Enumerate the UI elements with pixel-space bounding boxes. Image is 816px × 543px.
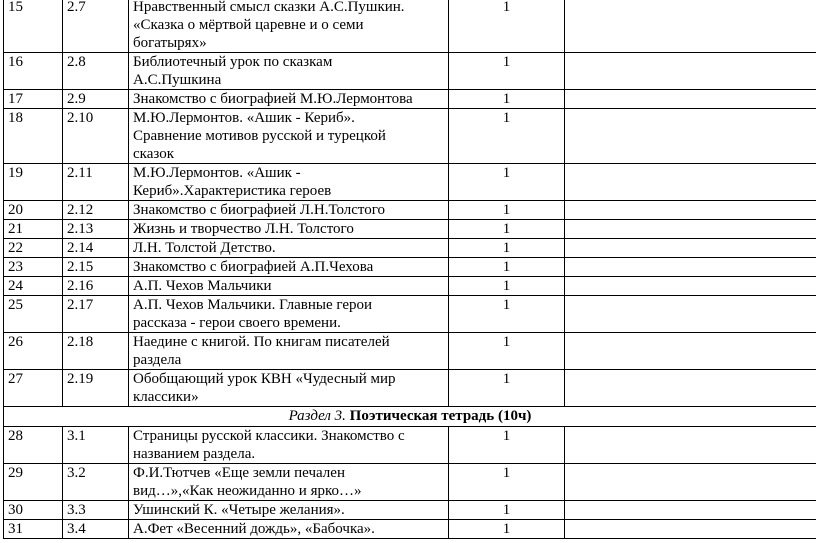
lesson-code-cell: 2.8 <box>63 53 129 90</box>
lesson-empty-cell <box>565 370 816 407</box>
lesson-number-cell: 16 <box>4 53 63 90</box>
table-row <box>4 277 816 296</box>
lesson-topic-cell: А.П. Чехов Мальчики <box>129 277 449 296</box>
table-row <box>4 296 816 333</box>
table-row <box>4 109 816 164</box>
lesson-code-cell: 2.7 <box>63 0 129 53</box>
lesson-topic-cell: М.Ю.Лермонтов. «Ашик - Кериб».Характеристика героев <box>129 164 449 201</box>
table-row <box>4 90 816 109</box>
lesson-empty-cell <box>565 220 816 239</box>
lesson-topic-cell: А.Фет «Весенний дождь», «Бабочка». <box>129 520 449 539</box>
section-header-cell <box>4 407 816 427</box>
table-row <box>4 427 816 464</box>
lesson-topic-cell: Наедине с книгой. По книгам писателей раздела <box>129 333 449 370</box>
lesson-number-cell: 23 <box>4 258 63 277</box>
lesson-code-cell: 3.4 <box>63 520 129 539</box>
lesson-empty-cell <box>565 201 816 220</box>
lesson-number-cell: 18 <box>4 109 63 164</box>
lesson-hours-cell: 1 <box>449 201 565 220</box>
lesson-code-cell: 2.13 <box>63 220 129 239</box>
lesson-topic-cell: Знакомство с биографией Л.Н.Толстого <box>129 201 449 220</box>
lesson-empty-cell <box>565 258 816 277</box>
lesson-topic-cell: Библиотечный урок по сказкам А.С.Пушкина <box>129 53 449 90</box>
lesson-empty-cell <box>565 464 816 501</box>
lesson-empty-cell <box>565 90 816 109</box>
lesson-hours-cell: 1 <box>449 501 565 520</box>
lesson-code-cell: 2.12 <box>63 201 129 220</box>
lesson-number-cell: 19 <box>4 164 63 201</box>
lesson-empty-cell <box>565 164 816 201</box>
lesson-hours-cell: 1 <box>449 277 565 296</box>
lesson-code-cell: 2.17 <box>63 296 129 333</box>
table-row <box>4 464 816 501</box>
lesson-empty-cell <box>565 277 816 296</box>
lesson-empty-cell <box>565 109 816 164</box>
lesson-hours-cell: 1 <box>449 520 565 539</box>
lesson-code-cell: 3.3 <box>63 501 129 520</box>
lesson-number-cell: 17 <box>4 90 63 109</box>
lesson-hours-cell: 1 <box>449 464 565 501</box>
lesson-topic-cell: А.П. Чехов Мальчики. Главные герои рассказа - герои своего времени. <box>129 296 449 333</box>
lesson-empty-cell <box>565 427 816 464</box>
lesson-number-cell: 26 <box>4 333 63 370</box>
lesson-hours-cell: 1 <box>449 427 565 464</box>
lesson-hours-cell: 1 <box>449 0 565 53</box>
lesson-topic-cell: Страницы русской классики. Знакомство с названием раздела. <box>129 427 449 464</box>
lesson-empty-cell <box>565 0 816 53</box>
lesson-topic-cell: Ф.И.Тютчев «Еще земли печален вид…»,«Как неожиданно и ярко…» <box>129 464 449 501</box>
lesson-hours-cell: 1 <box>449 239 565 258</box>
lesson-number-cell: 31 <box>4 520 63 539</box>
lesson-code-cell: 2.16 <box>63 277 129 296</box>
lesson-empty-cell <box>565 296 816 333</box>
table-row <box>4 520 816 539</box>
table-row <box>4 220 816 239</box>
lesson-hours-cell: 1 <box>449 164 565 201</box>
lesson-code-cell: 2.11 <box>63 164 129 201</box>
lesson-code-cell: 2.14 <box>63 239 129 258</box>
table-row <box>4 201 816 220</box>
lesson-hours-cell: 1 <box>449 296 565 333</box>
lesson-hours-cell: 1 <box>449 333 565 370</box>
lesson-number-cell: 27 <box>4 370 63 407</box>
lesson-number-cell: 15 <box>4 0 63 53</box>
section-header-row <box>4 407 816 427</box>
lesson-topic-cell: Знакомство с биографией М.Ю.Лермонтова <box>129 90 449 109</box>
lesson-empty-cell <box>565 53 816 90</box>
lesson-number-cell: 28 <box>4 427 63 464</box>
lesson-number-cell: 30 <box>4 501 63 520</box>
lesson-number-cell: 24 <box>4 277 63 296</box>
table-row <box>4 333 816 370</box>
lesson-code-cell: 2.15 <box>63 258 129 277</box>
lesson-topic-cell: Знакомство с биографией А.П.Чехова <box>129 258 449 277</box>
table-row <box>4 164 816 201</box>
lesson-code-cell: 3.1 <box>63 427 129 464</box>
lesson-code-cell: 2.18 <box>63 333 129 370</box>
lesson-topic-cell: М.Ю.Лермонтов. «Ашик - Кериб». Сравнение мотивов русской и турецкой сказок <box>129 109 449 164</box>
lesson-code-cell: 2.10 <box>63 109 129 164</box>
lesson-hours-cell: 1 <box>449 258 565 277</box>
lesson-topic-cell: Обобщающий урок КВН «Чудесный мир классики» <box>129 370 449 407</box>
table-row <box>4 370 816 407</box>
lesson-number-cell: 29 <box>4 464 63 501</box>
lesson-code-cell: 2.9 <box>63 90 129 109</box>
table-row <box>4 258 816 277</box>
section-label: Раздел 3. <box>288 408 346 424</box>
lesson-empty-cell <box>565 501 816 520</box>
lesson-empty-cell <box>565 239 816 258</box>
lesson-topic-cell: Нравственный смысл сказки А.С.Пушкин. «Сказка о мёртвой царевне и о семи богатырях» <box>129 0 449 53</box>
table-row <box>4 53 816 90</box>
lesson-number-cell: 21 <box>4 220 63 239</box>
lesson-hours-cell: 1 <box>449 220 565 239</box>
lesson-empty-cell <box>565 520 816 539</box>
lesson-number-cell: 20 <box>4 201 63 220</box>
lesson-hours-cell: 1 <box>449 53 565 90</box>
table-body-section-3 <box>4 427 816 539</box>
lesson-hours-cell: 1 <box>449 370 565 407</box>
table-row <box>4 0 816 53</box>
lesson-code-cell: 3.2 <box>63 464 129 501</box>
lesson-topic-cell: Ушинский К. «Четыре желания». <box>129 501 449 520</box>
lesson-empty-cell <box>565 333 816 370</box>
lesson-topic-cell: Жизнь и творчество Л.Н. Толстого <box>129 220 449 239</box>
lesson-topic-cell: Л.Н. Толстой Детство. <box>129 239 449 258</box>
lesson-code-cell: 2.19 <box>63 370 129 407</box>
section-header-body <box>4 407 816 427</box>
table-row <box>4 501 816 520</box>
lesson-number-cell: 25 <box>4 296 63 333</box>
table-row <box>4 239 816 258</box>
lesson-hours-cell: 1 <box>449 109 565 164</box>
table-body-section-2 <box>4 0 816 407</box>
lesson-plan-table <box>3 0 816 539</box>
lesson-hours-cell: 1 <box>449 90 565 109</box>
section-name: Поэтическая тетрадь (10ч) <box>349 408 532 424</box>
lesson-number-cell: 22 <box>4 239 63 258</box>
